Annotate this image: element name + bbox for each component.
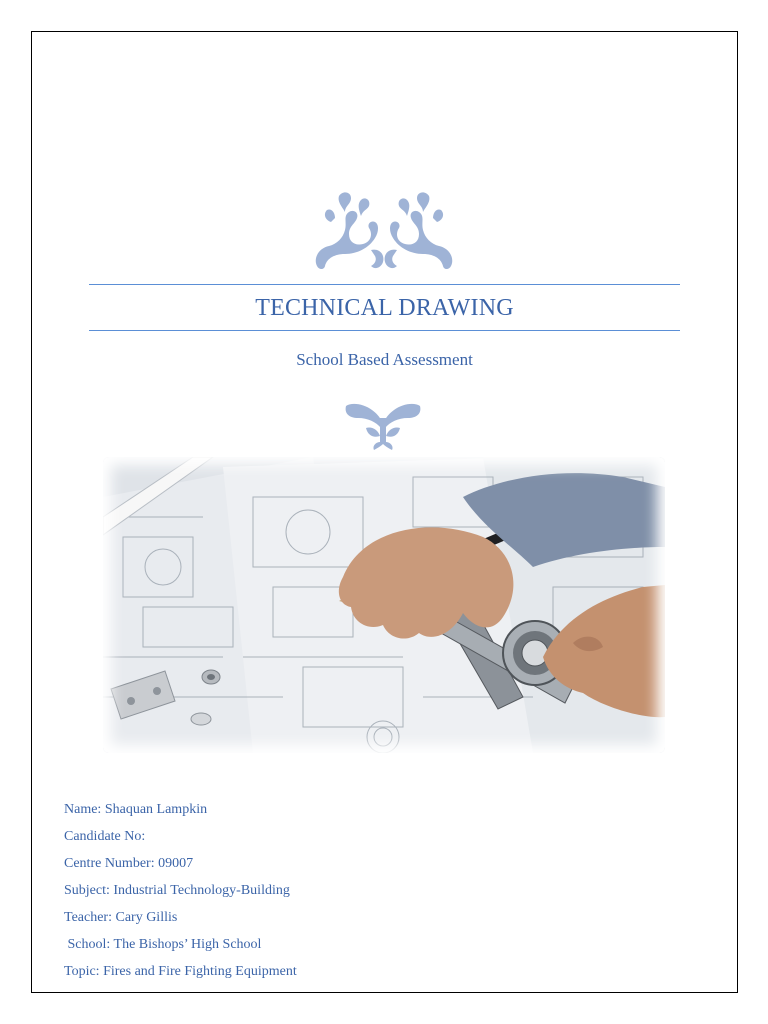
detail-school: School: The Bishops’ High School [64, 937, 262, 952]
title-rule-bottom [89, 330, 680, 331]
technical-drawing-photo [103, 457, 665, 753]
detail-subject: Subject: Industrial Technology-Building [64, 883, 290, 898]
detail-name: Name: Shaquan Lampkin [64, 802, 208, 817]
fleur-divider-icon [342, 398, 424, 452]
detail-candidate-no: Candidate No: [64, 829, 146, 844]
detail-topic: Topic: Fires and Fire Fighting Equipment [64, 964, 297, 979]
title-rule-top [89, 284, 680, 285]
detail-centre-number: Centre Number: 09007 [64, 856, 194, 871]
floral-flourish-icon [309, 186, 459, 274]
document-title: TECHNICAL DRAWING [255, 295, 514, 321]
candidate-details [64, 796, 297, 985]
document-subtitle: School Based Assessment [296, 350, 473, 369]
detail-teacher: Teacher: Cary Gillis [64, 910, 178, 925]
